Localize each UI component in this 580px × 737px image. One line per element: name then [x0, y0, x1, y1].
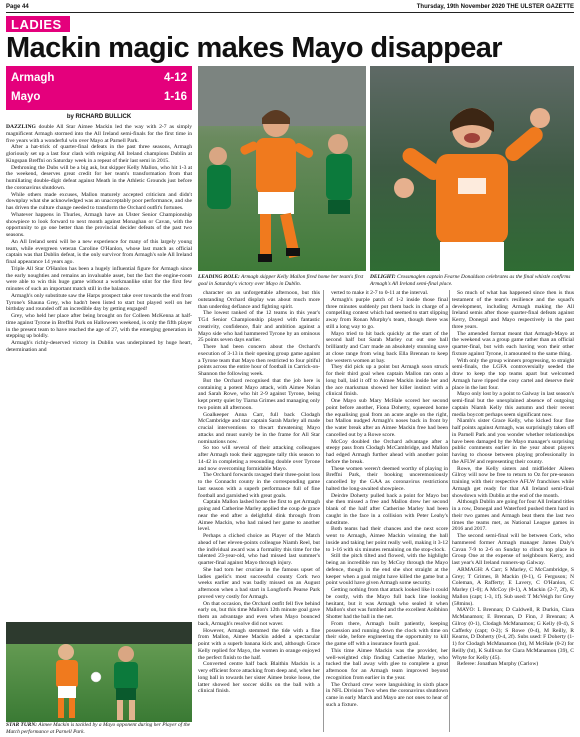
leading-role-caption [198, 274, 366, 287]
article-paragraph: Triple All Star O'Hanlon has been a hugely influential figure for Armagh since the early noughties and remains an invaluable asset, but the fact the engine-room were able to win this huge game without a workmanlike stint for the first few minutes of such an important match still in the balance. [6, 265, 192, 292]
article-column-4 [452, 290, 574, 732]
team-score: 4-12 [163, 72, 187, 84]
article-paragraph: The Orchard crew were languishing in sixth place in NFL Division Two when the coronavirus shutdown came in early March and Mayo are not ones to hear of such a fixture. [326, 681, 448, 708]
article-paragraph: Getting nothing from that attack looked like it could be costly, with the Mayo full back line looking hesitant, but it was Armagh who sealed it when Mallon's shot was fumbled and the excellent Aoibhinn Shotter had the ball in the net. [326, 587, 448, 620]
article-paragraph: From there, Armagh built patiently, keeping possession and running down the clock with time on their side, before engineering the opportunity to kill the game off with a insurance fourth goal. [326, 620, 448, 647]
team-score: 1-16 [163, 91, 187, 103]
caption-text: Aimee Mackin is tackled by a Mayo opponent during her Player of the Match performance at Parnell Park. [6, 722, 191, 735]
article-paragraph: Deirdre Doherty pulled back a point for Mayo but she then missed a free and Mallon drew her second blank of the half after Catherine Marley had been caught in the face in a collision with Peter Leahy's substitute. [326, 492, 448, 526]
column-divider [323, 290, 324, 732]
article-paragraph: Captain Mallon lashed home the first to get Armagh going and Catherine Marley applied the coup de grace near the end after a delightful dink through from Aimee Mackin, who had raised her game to another level. [198, 499, 320, 533]
headline: Mackin magic makes Mayo disappear [6, 32, 502, 64]
score-row-armagh [11, 69, 187, 88]
team-name: Mayo [11, 91, 41, 103]
article-paragraph: With only the group winners progressing, to straight semi-finals, the LGFA controversially seeded the draw to keep the top teams apart but welcomed Armagh have ripped the cosy cartel and deserve their place in the last four. [452, 357, 574, 391]
article-paragraph: However, Armagh stemmed the tide with a fine from Mallon, Aimee Mackin added a spectacular point with a superb banana kick and, although Grace Kelly replied for Mayo, the women in orange enjoyed the perfect finish to the half. [198, 627, 320, 661]
article-paragraph: The second semi-final will be between Cork, who hammered former Armagh manager James Daly's Cavan 7-9 to 2-6 on Sunday to clinch top place in Group One at the expense of neighbours Kerry, and last year's All Ireland runners-up Galway. [452, 533, 574, 566]
article-paragraph: The amended format meant that Armagh-Mayo at the weekend was a group game rather than an official quarter-final, but with each having won their other fixture against Tyrone, it amounted to the same thing. [452, 330, 574, 357]
delight-photo [370, 66, 574, 271]
article-paragraph: One Mayo sub Mary McHale scored her second point before another, Fiona Doherty, squeezed home the equalising goal from an acute angle on the right, but Mallon nudged Armagh's noses back in front by the water break after an Aimee Mackin free had been cancelled out by a Rowe score. [326, 398, 448, 438]
article-paragraph: This time Aimee Mackin was the provider, her well-weighted chip finding Catherine Marley, who tucked the ball away with glee to complete a great afternoon for an Armagh team improved beyond recognition from earlier in the year. [326, 647, 448, 681]
column-divider [449, 290, 450, 732]
article-paragraph: verted to make it 2-7 to 0-11 at the interval. [331, 290, 429, 296]
caption-text: Crossmaglen captain Fearne Donaldson celebrates as the final whistle confirms Armagh's All Ireland semi-final place. [370, 274, 571, 287]
caption-label: LEADING ROLE: [198, 274, 240, 280]
article-paragraph: Armagh's purple patch of 1-2 inside those final three minutes suddenly put them back in charge of a compelling contest which had seemed to start slipping away from Ronan Murphy's team, though there was still a long way to go. [326, 296, 448, 330]
article-intro-column [6, 124, 192, 620]
section-label: LADIES [6, 16, 70, 32]
caption-text: Armagh skipper Kelly Mallon fired home her team's first goal in Saturday's victory over Mayo in Dublin. [198, 274, 364, 287]
page-number: Page 44 [6, 4, 29, 10]
article-paragraph: ARMAGH: A Carr; S Marley, C McCambridge, S Grey; T Grimes, B Mackin (0-1), G Ferguson; N Coleman, A Rafferty; E Lavery, C O'Hanlon, C Marley (1-0); A McCoy (0-1), A Mackin (2-7, 2f), K Mallon (capt; 1-3, 1f). Sub used: T McVeigh for Grey (58mins). [452, 566, 574, 607]
caption-label: DELIGHT: [370, 274, 396, 280]
article-paragraph: On that occasion, the Orchard outfit fell five behind early on, but this time Mallon's 12th minute goal gave them an advantage and even when Mayo bounced back, Armagh's resolve did not waver. [198, 600, 320, 627]
article-paragraph: Grey, who held her place after being brought on for Colleen McKenna at half-time against Tyrone in Breffni Park on Halloween weekend, is only the fifth player in the present team to have reached the age of 27, with the emerging generation in stepping up boldly. [6, 313, 192, 340]
article-paragraph: Armagh's richly-deserved victory in Dublin was underpinned by huge heart, determination and [6, 340, 192, 353]
article-column-3 [326, 290, 448, 732]
article-paragraph: Mayo tried to hit back quickly at the start of the second half but Sarah Marley cut out one ball brilliantly and Carr made an absolutely stunning save at close range from wing back Ella Brennan to keep the western women at bay. [326, 330, 448, 364]
article-paragraph: Both teams had their chances and the next score went to Armagh, Aimee Mackin winning the ball inside and taking her point really well, making it 3-12 to 1-16 with six minutes remaining on the stop-clock. [326, 526, 448, 553]
leading-role-photo [198, 66, 366, 271]
article-paragraph: Still the pitch tilted and flowed, with the highlight being an incredible run by McCoy through the Mayo defence, though in the end she shot straight at the keeper when a goal might have killed the game but a point would have given Armagh some security. [326, 553, 448, 587]
article-paragraph: There had been concern about the Orchard's execution of 3-13 in their opening group game against a Tyrone team that Mayo then restricted to four pitiful points across the entire hour of football in Carrick-on-Shannon the following week. [198, 344, 320, 377]
article-column-2 [198, 290, 320, 732]
article-paragraph: Rowe, the Kelly sisters and midfielder Aileen Gilroy will now be free to return to Oz for pre-season training with their respective AFLW franchises while Armagh get ready for that All Ireland semi-final showdown with Dublin at the end of the month. [452, 465, 574, 499]
article-paragraph: Dethroning the Dubs will be a big ask, but skipper Kelly Mallon, who hit 1-3 at the weekend, deserves great credit for her team's transformation from that humiliating double-digit defeat against Meath in the Athletic Grounds just before the coronavirus shutdown. [6, 164, 192, 191]
article-paragraph: Converted centre half back Blaithin Mackin is a very efficient force attacking from deep and, when her long ball in towards her sister Aimee broke loose, the latter showed her soccer skills on the ball with a clinical finish. [198, 661, 320, 695]
header-rule [6, 12, 574, 13]
byline: by RICHARD BULLICK [66, 114, 132, 120]
delight-caption [370, 274, 574, 287]
article-paragraph: Mayo only lost by a point to Galway in last season's semi-final but the unexplained absence of outgoing captain Niamh Kelly this autumn and their recent media boycott perhaps seem significant now. [452, 391, 574, 418]
article-paragraph: DAZZLING double All Star Aimee Mackin led the way with 2-7 as simply magnificent Armagh stormed into the All Ireland semi-finals for the first time in five years with a wonderful win over Mayo at Parnell Park. [6, 124, 192, 144]
article-paragraph: So much of what has happened since then is thus testament of the team's resilience and the squad's development, including Armagh making the All Ireland semis after those quarter-final defeats against Kerry, Donegal and Mayo respectively in the past three years. [452, 290, 574, 330]
article-paragraph: She had torn her cruciate in the famous upset of ladies gaelic's most successful county Cork two weeks earlier and was badly missed on an August afternoon when a bad start in Longford's Pearse Park proved very costly for Armagh. [198, 566, 320, 600]
article-paragraph: The Orchard forwards ravaged their three-point loss to the Connacht county in the corresponding game last season with a superb performance full of fine football and garnished with great goals. [198, 472, 320, 499]
article-paragraph: Referee: Jonathan Murphy (Carlow) [457, 661, 539, 668]
article-paragraph: So too will several of their attacking colleagues after Armagh took their aggregate tally this season to 14-42 in completing a resounding double over Tyrone and now overcoming formidable Mayo. [198, 445, 320, 472]
article-paragraph: Whatever happens in Thurles, Armagh have an Ulster Senior Championship showpiece to look forward to next month against Monaghan or Cavan, with the opportunity to go one better than the provincial decider defeats of the past two seasons. [6, 211, 192, 238]
article-paragraph: Perhaps a cliched choice as Player of the Match ahead of her eleven-points colleague Niamh Reel, but the individual award was a formality this time for the talented 23-year-old, who had missed last summer's quarter-final against Mayo through injury. [198, 533, 320, 566]
article-paragraph: These women weren't deemed worthy of playing in Breffni Park, their booking unceremoniously cancelled by the GAA as coronavirus restrictions halted the long-awaited showpiece. [326, 465, 448, 492]
article-paragraph: McCoy doubled the Orchard advantage after a steepy pass from Clodagh McCambridge, and Mallon had edged Armagh further ahead with another point before the break. [326, 438, 448, 465]
score-row-mayo [11, 88, 187, 107]
star-turn-caption [6, 722, 192, 735]
star-turn-photo [6, 622, 192, 722]
dateline: Thursday, 19th November 2020 THE ULSTER GAZETTE [416, 4, 574, 10]
article-paragraph: MAYO: L Brennan; D Caldwell, R Durkin, Ciara McManamon; E Brennan, D Finn, J Brennan; A Gilroy (0-1), Clodagh McManamon; G Kelly (0-4), S Cafferky (capt; 0-2); S Rowe (0-4), M Reilly, R Kearns, D Doherty (0-4, 2f). Subs used: F Doherty (1-1) for Clodagh McManamon (ht), M McHale (0-2) for Reilly (ht), K Sullivan for Ciara McManamon (39), C Whyte for Kelly (45). [452, 607, 574, 661]
team-name: Armagh [11, 72, 55, 84]
article-paragraph: Armagh's only substitute saw the Harps prospect take over towards the end from Tyrone's Shauna Grey, who hadn't been listed to start but played well on her birthday and rounded off an incredible day by getting engaged! [6, 292, 192, 313]
lead-word: DAZZLING [6, 124, 36, 130]
article-paragraph: character on an unforgettable afternoon, but this outstanding Orchard display was about much more than underdog defiance and fighting spirit. [198, 290, 320, 310]
article-paragraph: But the Orchard recognised that the job here is containing a potent Mayo attack, with Aimee Nolan and Sarah Rowe, who hit 2-9 against Tyrone, being kept pretty quiet by Tiarna Grimes and managing only two points all afternoon. [198, 377, 320, 411]
article-paragraph: The lowest ranked of the 12 teams in this year's TG4 Senior Championship played with fantastic creativity, confidence, flair and ambition against a Mayo side who had hammered Tyrone by an ominous 25 points seven days earlier. [198, 310, 320, 344]
article-paragraph: Goalkeeper Anna Carr, full back Clodagh McCambridge and star captain Sarah Marley all made crucial interventions to thwart threatening Mayo attacks and must surely be in the frame for All Star nominations now. [198, 411, 320, 445]
scoreline-box [6, 66, 192, 110]
caption-label: STAR TURN: [6, 722, 38, 728]
article-paragraph: While others made excuses, Mallon maturely accepted criticism and didn't downplay what she acknowledged was an unacceptably poor performance, and she has driven the culture change needed to transform the Orchard outfit's fortunes. [6, 191, 192, 211]
article-paragraph: After a hat-trick of quarter-final defeats in the past three seasons, Armagh gloriously set up a last four clash with reigning All Ireland champions Dublin at Kingspan Breffni on Saturday week in a repeat of their last semi in 2015. [6, 144, 192, 164]
article-paragraph: An All Ireland semi will be a new experience for many of this largely young team, while evergreen veteran Caroline O'Hanlon, whose last match as official captain was that Dublin defeat, is the only survivor from Armagh's sole All Ireland final appearance 14 years ago. [6, 238, 192, 265]
article-paragraph: Although Dublin are going for four All Ireland titles in a row, Donegal and Waterford pushed them hard in their two games and Armagh beat them the last two times the teams met, as National League games in 2016 and 2017. [452, 499, 574, 533]
article-paragraph: Niamh's sister Grace Kelly, who kicked four fine half points against Armagh, was surprisingly taken off in Parnell Park and you wonder whether relationships have been damaged by the Mayo manager's surprising public comments earlier in the year about players having to choose between playing professionally in the AFLW and representing their county. [452, 418, 574, 465]
article-paragraph: They did pick up a point but Armagh soon struck for their third goal when captain Mallon ran onto a long ball, laid it off to Aimee Mackin inside her and the ace marksman showed her killer instinct with a clinical finish. [326, 364, 448, 398]
